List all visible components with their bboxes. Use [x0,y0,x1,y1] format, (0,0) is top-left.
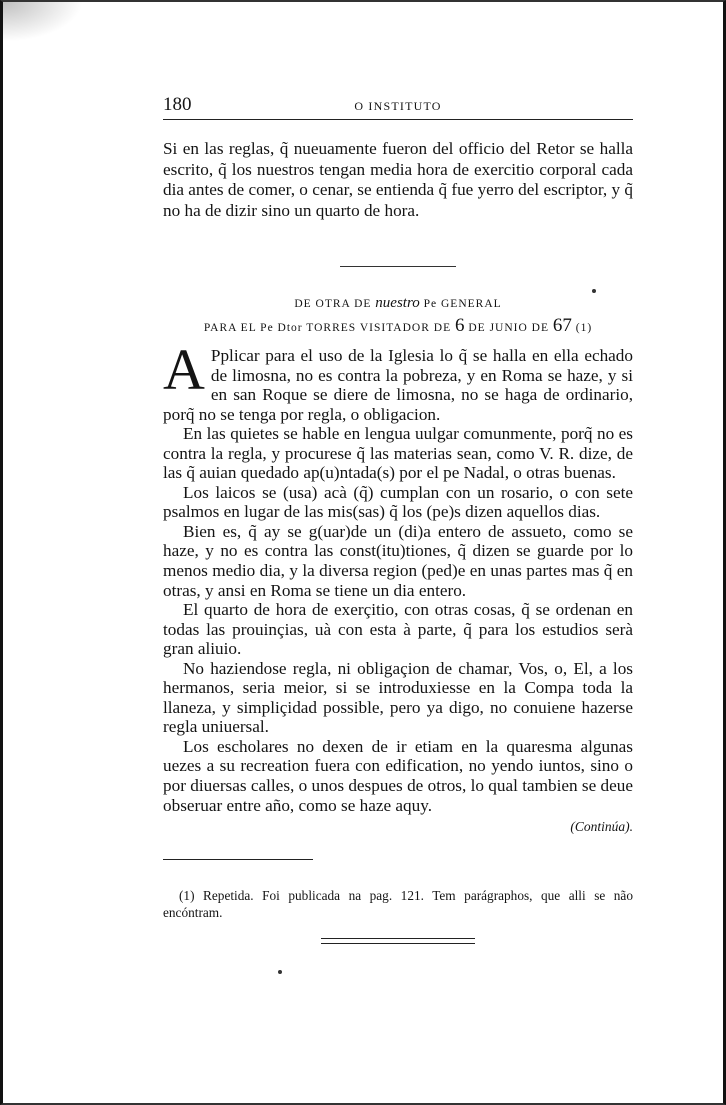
paragraph-7: Los escholares no dexen de ir etiam en la quaresma algunas uezes a su recreation fuera con edification, no yendo iuntos, sino o por diuersas calles, o unos despues de otros, lo qual tambien se deue obseruar entre año, como se haze aquy. [163,736,633,815]
page-number: 180 [163,94,192,115]
paragraph-1: A Pplicar para el uso de la Iglesia lo q̃ se halla en ella echado de limosna, no es contra la pobreza, y en Roma se haze, y si en san Roque se diere de limosna, no se haga de ordinario, porq̃ no se tenga por regla, o obligacion. [163,337,633,424]
footnote: (1) Repetida. Foi publicada na pag. 121. Tem parágraphos, que alli se não encóntram. [163,888,633,920]
ink-speck [278,970,282,974]
page-header [163,90,633,120]
continues-note: (Continúa). [570,819,633,835]
intro-text: Si en las reglas, q̃ nueuamente fueron del officio del Retor se halla escrito, q̃ los nuestros tengan media hora de exercitio corporal cada dia antes de comer, o cenar, se entienda q̃ fue yerro del escriptor, y q̃ no ha de dizir sino un quarto de hora. [163,139,633,220]
paragraph-2: En las quietes se hable en lengua uulgar comunmente, porq̃ no es contra la regla, y procurese q̃ las materias sean, como V. R. dize, de las q̃ auian quedado ap(u)ntada(s) por el pe Nadal, o otras buenas. [163,424,633,483]
letter-heading [163,292,633,339]
letter-body [163,337,633,837]
paragraph-4: Bien es, q̃ ay se g(uar)de un (di)a entero de assueto, como se haze, y no es contra las const(itu)tiones, q̃ dizen se guarde por lo menos medio dia, y la diversa region (ped)e en unas partes mas q̃ en otras, y ansi en Roma se tiene un dia entero. [163,521,633,600]
running-title: O INSTITUTO [354,99,442,113]
section-separator [340,266,456,267]
paragraph-6: No haziendose regla, ni obligaçion de chamar, Vos, o, El, a los hermanos, seria meior, si se introduxiesse en la Compa toda la llaneza, y simpliçidad possible, pero ya digo, no conuiene hazerse regla uniuersal. [163,658,633,737]
heading-line-1: DE OTRA DE nuestro Pe GENERAL [294,295,502,311]
intro-paragraph [163,139,633,221]
heading-line-2: PARA EL Pe Dtor TORRES VISITADOR DE 6 DE JUNIO DE 67 (1) [203,315,593,336]
paragraph-3: Los laicos se (usa) acà (q̃) cumplan con un rosario, o con sete psalmos en lugar de las mis(sas) q̃ los (pe)s dizen aquellos dias. [163,482,633,522]
paragraph-5: El quarto de hora de exerçitio, con otras cosas, q̃ se ordenan en todas las prouinçias, uà con esta à parte, q̃ para los estudios serà gran aliuio. [163,600,633,659]
footnote-rule [163,859,313,860]
end-double-rule [321,938,475,944]
header-rule [163,119,633,120]
drop-cap: A [163,337,205,402]
scan-smudge [3,2,83,42]
